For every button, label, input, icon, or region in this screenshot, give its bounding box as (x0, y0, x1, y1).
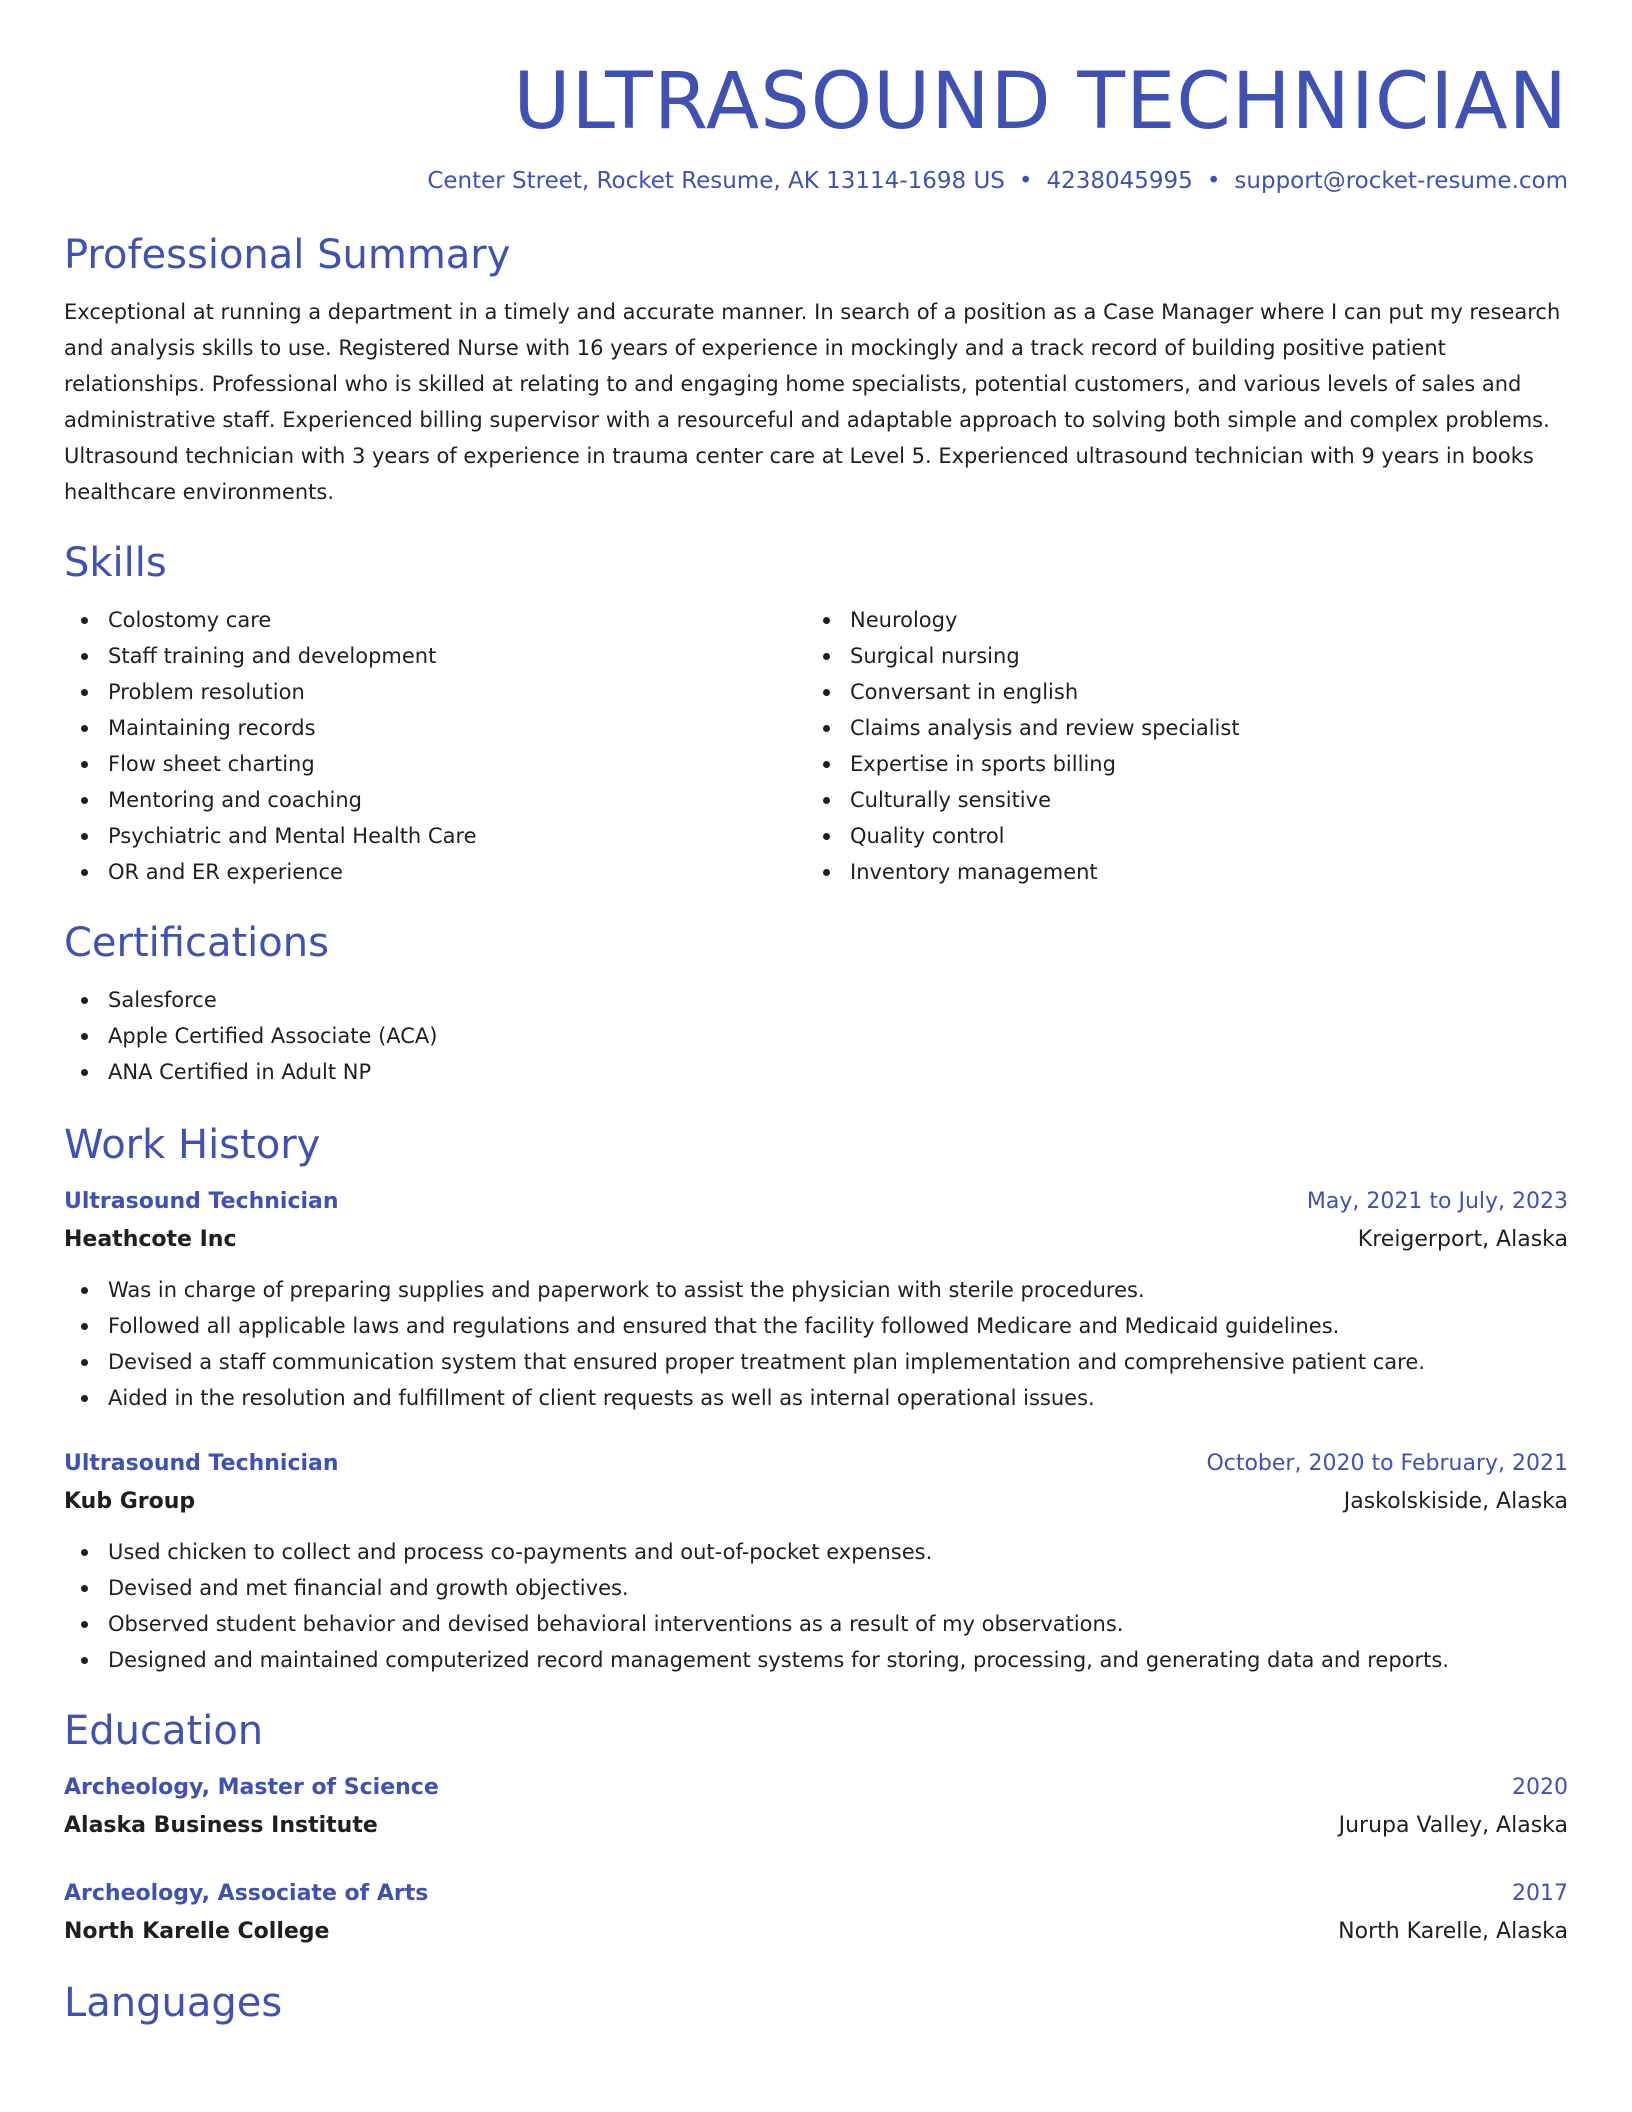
skill-item: Conversant in english (806, 674, 1548, 710)
job-duty: Observed student behavior and devised behavioral interventions as a result of my observations. (64, 1606, 1568, 1642)
skills-list (64, 602, 1568, 890)
job-employer: Kub Group (64, 1489, 196, 1514)
education-entry (64, 1876, 1568, 1952)
skill-item: Mentoring and coaching (64, 782, 806, 818)
education-school-row (64, 1806, 1568, 1846)
education-location: Jurupa Valley, Alaska (1338, 1813, 1568, 1838)
job-location: Kreigerport, Alaska (1357, 1227, 1568, 1252)
job-duty: Followed all applicable laws and regulations and ensured that the facility followed Medicare and Medicaid guidelines. (64, 1308, 1568, 1344)
job-dates: May, 2021 to July, 2023 (1306, 1189, 1568, 1214)
job-dates: October, 2020 to February, 2021 (1206, 1451, 1568, 1476)
skill-item: Surgical nursing (806, 638, 1548, 674)
contact-email: support@rocket-resume.com (1234, 168, 1568, 194)
skill-item: Staff training and development (64, 638, 806, 674)
contact-address: Center Street, Rocket Resume, AK 13114-1698 US (427, 168, 1005, 194)
skill-item: Quality control (806, 818, 1548, 854)
education-header-row (64, 1770, 1568, 1806)
certifications-heading: Certifications (64, 920, 329, 966)
education-year: 2020 (1512, 1775, 1568, 1800)
job-entry (64, 1184, 1568, 1416)
job-entry (64, 1446, 1568, 1678)
summary-heading: Professional Summary (64, 232, 511, 278)
skill-item: Neurology (806, 602, 1548, 638)
skills-column-left (64, 602, 806, 890)
resume-page (64, 0, 1568, 2028)
education-year: 2017 (1512, 1881, 1568, 1906)
education-header-row (64, 1876, 1568, 1912)
education-degree: Archeology, Associate of Arts (64, 1881, 429, 1906)
job-title: Ultrasound Technician (64, 1189, 339, 1214)
skill-item: Psychiatric and Mental Health Care (64, 818, 806, 854)
job-duties-list (64, 1534, 1568, 1678)
contact-line (64, 166, 1568, 196)
job-duty: Devised and met financial and growth objectives. (64, 1570, 1568, 1606)
contact-phone: 4238045995 (1046, 168, 1193, 194)
job-header-row (64, 1446, 1568, 1482)
job-duty: Used chicken to collect and process co-payments and out-of-pocket expenses. (64, 1534, 1568, 1570)
job-employer-row (64, 1220, 1568, 1260)
education-school-row (64, 1912, 1568, 1952)
job-location: Jaskolskiside, Alaska (1343, 1489, 1568, 1514)
job-employer-row (64, 1482, 1568, 1522)
education-location: North Karelle, Alaska (1338, 1919, 1568, 1944)
job-duty: Devised a staff communication system that ensured proper treatment plan implementation and comprehensive patient care. (64, 1344, 1568, 1380)
certification-item: ANA Certified in Adult NP (64, 1054, 1568, 1090)
job-duties-list (64, 1272, 1568, 1416)
education-school: North Karelle College (64, 1919, 330, 1944)
skill-item: Flow sheet charting (64, 746, 806, 782)
education-entry (64, 1770, 1568, 1846)
certifications-list (64, 982, 1568, 1090)
job-header-row (64, 1184, 1568, 1220)
skill-item: Maintaining records (64, 710, 806, 746)
job-title: Ultrasound Technician (64, 1451, 339, 1476)
skill-item: Expertise in sports billing (806, 746, 1548, 782)
contact-separator: • (1018, 168, 1033, 194)
education-school: Alaska Business Institute (64, 1813, 378, 1838)
skill-item: Problem resolution (64, 674, 806, 710)
job-employer: Heathcote Inc (64, 1227, 237, 1252)
skill-item: OR and ER experience (64, 854, 806, 890)
certification-item: Salesforce (64, 982, 1568, 1018)
job-duty: Designed and maintained computerized record management systems for storing, processing, and generating data and reports. (64, 1642, 1568, 1678)
skill-item: Culturally sensitive (806, 782, 1548, 818)
contact-separator: • (1206, 168, 1221, 194)
education-heading: Education (64, 1708, 264, 1754)
education-degree: Archeology, Master of Science (64, 1775, 439, 1800)
skill-item: Claims analysis and review specialist (806, 710, 1548, 746)
skills-heading: Skills (64, 540, 167, 586)
candidate-name: ULTRASOUND TECHNICIAN (513, 57, 1568, 147)
skill-item: Inventory management (806, 854, 1548, 890)
job-duty: Was in charge of preparing supplies and paperwork to assist the physician with sterile procedures. (64, 1272, 1568, 1308)
skills-column-right (806, 602, 1548, 890)
skill-item: Colostomy care (64, 602, 806, 638)
summary-text: Exceptional at running a department in a timely and accurate manner. In search of a position as a Case Manager where I can put my research and analysis skills to use. Registered Nurse with 16 years of experience in mockingly and a track record of building positive patient relationships. Professional who is skilled at relating to and engaging home specialists, potential customers, and various levels of sales and administrative staff. Experienced billing supervisor with a resourceful and adaptable approach to solving both simple and complex problems. Ultrasound technician with 3 years of experience in trauma center care at Level 5. Experienced ultrasound technician with 9 years in books healthcare environments. (64, 300, 1561, 504)
languages-heading: Languages (64, 1980, 283, 2026)
certification-item: Apple Certified Associate (ACA) (64, 1018, 1568, 1054)
job-duty: Aided in the resolution and fulfillment of client requests as well as internal operational issues. (64, 1380, 1568, 1416)
work-history-heading: Work History (64, 1122, 321, 1168)
